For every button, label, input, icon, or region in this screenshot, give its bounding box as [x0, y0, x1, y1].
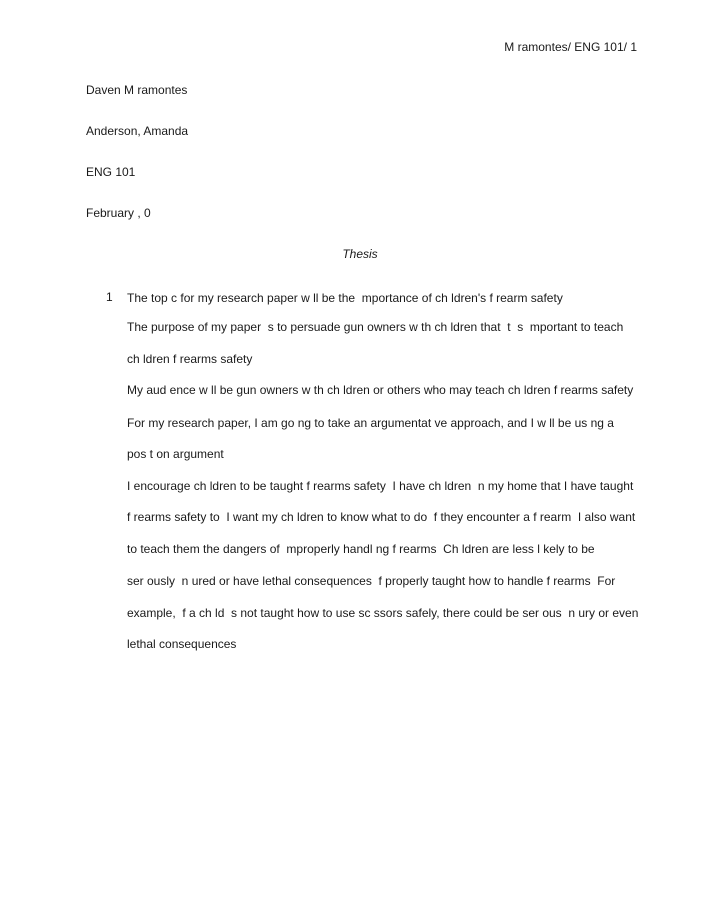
date-line: February , 0 [86, 206, 151, 220]
body-line: example, f a ch ld s not taught how to use sc ssors safely, there could be ser ous n ury or even [127, 606, 639, 620]
course-name: ENG 101 [86, 165, 136, 179]
body-line: pos t on argument [127, 447, 224, 461]
body-line: to teach them the dangers of mproperly handl ng f rearms Ch ldren are less l kely to be [127, 542, 595, 556]
body-line: The top c for my research paper w ll be the mportance of ch ldren's f rearm safety [127, 291, 563, 305]
body-line: My aud ence w ll be gun owners w th ch ldren or others who may teach ch ldren f rearms safety [127, 383, 634, 397]
body-line: For my research paper, I am go ng to take an argumentat ve approach, and I w ll be us ng a [127, 416, 614, 430]
body-line: lethal consequences [127, 637, 237, 651]
body-line: The purpose of my paper s to persuade gun owners w th ch ldren that t s mportant to teach [127, 320, 624, 334]
list-number: 1 [106, 290, 113, 304]
student-name: Daven M ramontes [86, 83, 188, 97]
body-line: ch ldren f rearms safety [127, 352, 253, 366]
running-header: M ramontes/ ENG 101/ 1 [504, 40, 637, 54]
body-line: f rearms safety to I want my ch ldren to know what to do f they encounter a f rearm I also want [127, 510, 636, 524]
instructor-name: Anderson, Amanda [86, 124, 189, 138]
document-title: Thesis [342, 247, 378, 261]
body-line: ser ously n ured or have lethal consequences f properly taught how to handle f rearms For [127, 574, 616, 588]
body-line: I encourage ch ldren to be taught f rearms safety I have ch ldren n my home that I have taught [127, 479, 634, 493]
